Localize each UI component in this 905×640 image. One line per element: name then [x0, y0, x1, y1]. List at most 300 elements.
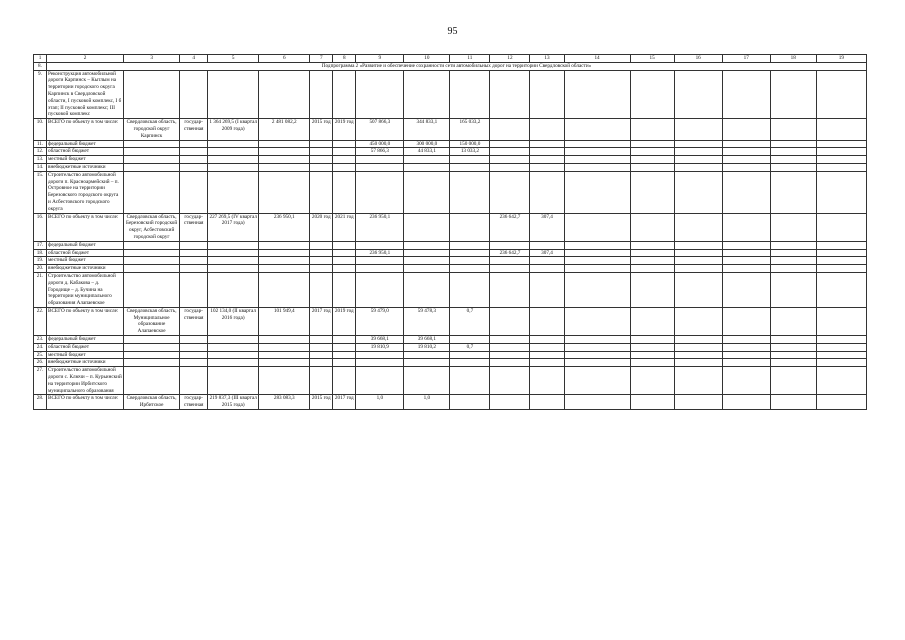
- table-row-source: [34, 359, 867, 367]
- column-number: 19: [816, 55, 866, 63]
- empty-cell: [674, 70, 722, 119]
- empty-cell: [816, 343, 866, 351]
- empty-cell: [630, 213, 674, 241]
- empty-cell: [674, 257, 722, 265]
- empty-cell: [310, 265, 333, 273]
- empty-cell: [180, 336, 208, 344]
- empty-cell: [180, 241, 208, 249]
- amount-year-3: [490, 307, 530, 335]
- empty-cell: [564, 265, 630, 273]
- amount-year-2: [450, 156, 490, 164]
- empty-cell: [816, 367, 866, 395]
- row-number: 28.: [34, 395, 47, 410]
- empty-cell: [630, 336, 674, 344]
- page-bottom-edge: [0, 614, 905, 640]
- empty-cell: [770, 140, 816, 148]
- empty-cell: [356, 70, 404, 119]
- table-row-title: [34, 70, 867, 119]
- empty-cell: [180, 367, 208, 395]
- empty-cell: [722, 156, 770, 164]
- row-number: 20.: [34, 265, 47, 273]
- empty-cell: [674, 351, 722, 359]
- empty-cell: [530, 367, 564, 395]
- empty-cell: [674, 156, 722, 164]
- empty-cell: [564, 307, 630, 335]
- empty-cell: [564, 70, 630, 119]
- empty-cell: [674, 171, 722, 213]
- table-row-total: [34, 213, 867, 241]
- object-location: Свердловская область, городской округ Карпинск: [124, 119, 180, 140]
- table-row-total: [34, 119, 867, 140]
- empty-cell: [333, 148, 356, 156]
- empty-cell: [770, 265, 816, 273]
- empty-cell: [816, 241, 866, 249]
- column-number: 5: [208, 55, 259, 63]
- empty-cell: [816, 265, 866, 273]
- empty-cell: [816, 272, 866, 307]
- table-row-title: [34, 367, 867, 395]
- empty-cell: [208, 156, 259, 164]
- amount-year-1: 300 000,0: [404, 140, 450, 148]
- empty-cell: [816, 359, 866, 367]
- amount-year-2: 0,7: [450, 307, 490, 335]
- estimate-cost: 1 364 269,5 (I квартал 2009 года): [208, 119, 259, 140]
- empty-cell: [180, 272, 208, 307]
- amount-total: 1,0: [356, 395, 404, 410]
- remaining-cost: 283 083,3: [259, 395, 310, 410]
- table-row-source: [34, 156, 867, 164]
- table-row-source: [34, 351, 867, 359]
- amount-year-2: [450, 163, 490, 171]
- amount-year-2: [450, 395, 490, 410]
- amount-total: 39 668,1: [356, 336, 404, 344]
- amount-total: 236 950,1: [356, 213, 404, 241]
- empty-cell: [630, 249, 674, 257]
- empty-cell: [722, 351, 770, 359]
- empty-cell: [310, 241, 333, 249]
- empty-cell: [310, 70, 333, 119]
- empty-cell: [259, 367, 310, 395]
- amount-year-4: [530, 257, 564, 265]
- estimate-cost: 227 269,5 (IV квартал 2017 года): [208, 213, 259, 241]
- end-year: 2017 год: [333, 395, 356, 410]
- column-number: 16: [674, 55, 722, 63]
- table-row-source: [34, 140, 867, 148]
- empty-cell: [180, 249, 208, 257]
- empty-cell: [310, 249, 333, 257]
- funding-source: местный бюджет: [47, 156, 124, 164]
- empty-cell: [333, 163, 356, 171]
- amount-year-2: [450, 265, 490, 273]
- row-number: 26.: [34, 359, 47, 367]
- empty-cell: [490, 367, 530, 395]
- amount-year-1: [404, 249, 450, 257]
- empty-cell: [770, 241, 816, 249]
- empty-cell: [124, 257, 180, 265]
- column-number: 1: [34, 55, 47, 63]
- empty-cell: [180, 163, 208, 171]
- empty-cell: [404, 367, 450, 395]
- amount-year-1: 44 833,1: [404, 148, 450, 156]
- row-number: 22.: [34, 307, 47, 335]
- table-row-source: [34, 241, 867, 249]
- empty-cell: [208, 351, 259, 359]
- empty-cell: [180, 140, 208, 148]
- funding-source: внебюджетные источники: [47, 359, 124, 367]
- column-number: 14: [564, 55, 630, 63]
- amount-year-2: [450, 241, 490, 249]
- amount-year-4: [530, 265, 564, 273]
- table-row-source: [34, 265, 867, 273]
- empty-cell: [770, 395, 816, 410]
- remaining-cost: 236 950,1: [259, 213, 310, 241]
- empty-cell: [180, 351, 208, 359]
- empty-cell: [259, 171, 310, 213]
- ownership-form: государ-ственная: [180, 307, 208, 335]
- empty-cell: [630, 148, 674, 156]
- amount-year-3: 236 642,7: [490, 213, 530, 241]
- subprogram-row: [34, 62, 867, 70]
- funding-source: областной бюджет: [47, 148, 124, 156]
- empty-cell: [816, 148, 866, 156]
- end-year: 2019 год: [333, 119, 356, 140]
- empty-cell: [816, 249, 866, 257]
- empty-cell: [259, 257, 310, 265]
- empty-cell: [722, 213, 770, 241]
- empty-cell: [208, 70, 259, 119]
- empty-cell: [722, 265, 770, 273]
- empty-cell: [124, 336, 180, 344]
- total-label: ВСЕГО по объекту в том числе:: [47, 213, 124, 241]
- empty-cell: [816, 257, 866, 265]
- amount-total: [356, 241, 404, 249]
- row-number: 24.: [34, 343, 47, 351]
- empty-cell: [333, 140, 356, 148]
- empty-cell: [674, 213, 722, 241]
- empty-cell: [490, 70, 530, 119]
- empty-cell: [564, 395, 630, 410]
- row-number: 15.: [34, 171, 47, 213]
- empty-cell: [722, 249, 770, 257]
- table-row-source: [34, 257, 867, 265]
- empty-cell: [816, 171, 866, 213]
- empty-cell: [404, 272, 450, 307]
- amount-year-2: [450, 359, 490, 367]
- amount-year-4: [530, 359, 564, 367]
- amount-total: [356, 156, 404, 164]
- empty-cell: [180, 171, 208, 213]
- row-number: 27.: [34, 367, 47, 395]
- empty-cell: [722, 171, 770, 213]
- empty-cell: [208, 359, 259, 367]
- amount-year-3: [490, 257, 530, 265]
- empty-cell: [124, 156, 180, 164]
- column-number: 4: [180, 55, 208, 63]
- remaining-cost: 101 949,4: [259, 307, 310, 335]
- amount-year-1: [404, 213, 450, 241]
- empty-cell: [124, 249, 180, 257]
- empty-cell: [630, 351, 674, 359]
- empty-cell: [770, 249, 816, 257]
- empty-cell: [564, 336, 630, 344]
- column-number: 15: [630, 55, 674, 63]
- object-name: Строительство автомобильной дороги п. Красноармейский – п. Островное на территории Березовского городского округа и Асбестовского городского округа: [47, 171, 124, 213]
- amount-year-3: [490, 359, 530, 367]
- empty-cell: [564, 163, 630, 171]
- empty-cell: [259, 140, 310, 148]
- empty-cell: [124, 148, 180, 156]
- empty-cell: [564, 367, 630, 395]
- row-number: 13.: [34, 156, 47, 164]
- amount-year-2: [450, 249, 490, 257]
- ownership-form: государ-ственная: [180, 213, 208, 241]
- empty-cell: [564, 156, 630, 164]
- amount-total: [356, 257, 404, 265]
- empty-cell: [356, 367, 404, 395]
- estimate-cost: 219 837,3 (III квартал 2015 года): [209, 395, 257, 409]
- amount-year-4: [530, 336, 564, 344]
- empty-cell: [310, 148, 333, 156]
- amount-year-1: 39 668,1: [404, 336, 450, 344]
- empty-cell: [124, 163, 180, 171]
- amount-year-2: 150 000,0: [450, 140, 490, 148]
- empty-cell: [816, 119, 866, 140]
- amount-year-3: [490, 265, 530, 273]
- empty-cell: [816, 307, 866, 335]
- empty-cell: [674, 307, 722, 335]
- amount-year-3: [490, 343, 530, 351]
- empty-cell: [208, 343, 259, 351]
- empty-cell: [770, 163, 816, 171]
- empty-cell: [770, 307, 816, 335]
- amount-year-1: [404, 156, 450, 164]
- amount-year-3: [490, 140, 530, 148]
- end-year: 2021 год: [333, 213, 356, 241]
- start-year: 2017 год: [310, 307, 333, 335]
- column-number: 17: [722, 55, 770, 63]
- column-number: 10: [404, 55, 450, 63]
- row-number: 17.: [34, 241, 47, 249]
- empty-cell: [530, 272, 564, 307]
- empty-cell: [722, 367, 770, 395]
- empty-cell: [310, 351, 333, 359]
- empty-cell: [124, 343, 180, 351]
- amount-year-1: [404, 257, 450, 265]
- empty-cell: [564, 359, 630, 367]
- amount-year-2: [450, 257, 490, 265]
- column-number-row: [34, 55, 867, 63]
- empty-cell: [404, 171, 450, 213]
- row-number: 18.: [34, 249, 47, 257]
- empty-cell: [259, 156, 310, 164]
- empty-cell: [333, 171, 356, 213]
- table-row-title: [34, 272, 867, 307]
- empty-cell: [722, 307, 770, 335]
- amount-year-3: [490, 351, 530, 359]
- empty-cell: [674, 359, 722, 367]
- empty-cell: [564, 343, 630, 351]
- amount-year-4: 307,4: [530, 213, 564, 241]
- amount-year-1: [404, 359, 450, 367]
- empty-cell: [333, 336, 356, 344]
- empty-cell: [674, 249, 722, 257]
- empty-cell: [564, 119, 630, 140]
- empty-cell: [674, 272, 722, 307]
- funding-source: местный бюджет: [47, 351, 124, 359]
- amount-year-2: [450, 351, 490, 359]
- empty-cell: [816, 156, 866, 164]
- amount-year-3: [490, 119, 530, 140]
- empty-cell: [630, 163, 674, 171]
- empty-cell: [208, 148, 259, 156]
- amount-year-2: [450, 336, 490, 344]
- empty-cell: [770, 359, 816, 367]
- row-number: 14.: [34, 163, 47, 171]
- empty-cell: [259, 249, 310, 257]
- funding-source: областной бюджет: [47, 343, 124, 351]
- subprogram-title: Подпрограмма 2 «Развитие и обеспечение сохранности сети автомобильных дорог на территории Свердловской области»: [47, 62, 867, 70]
- empty-cell: [630, 70, 674, 119]
- empty-cell: [310, 336, 333, 344]
- funding-source: местный бюджет: [47, 257, 124, 265]
- table-row-source: [34, 148, 867, 156]
- object-name: Строительство автомобильной дороги с. Ключи – п. Курьинский на территории Ирбитского муниципального образования: [48, 367, 122, 394]
- empty-cell: [180, 359, 208, 367]
- empty-cell: [630, 119, 674, 140]
- empty-cell: [770, 119, 816, 140]
- column-number: 2: [47, 55, 124, 63]
- empty-cell: [816, 395, 866, 410]
- empty-cell: [722, 148, 770, 156]
- ownership-form: государ-ственная: [180, 119, 208, 140]
- column-number: 6: [259, 55, 310, 63]
- empty-cell: [259, 272, 310, 307]
- empty-cell: [333, 272, 356, 307]
- total-label: ВСЕГО по объекту в том числе:: [47, 395, 124, 410]
- amount-year-2: 13 033,2: [450, 148, 490, 156]
- empty-cell: [450, 272, 490, 307]
- empty-cell: [816, 70, 866, 119]
- table-row-source: [34, 163, 867, 171]
- empty-cell: [722, 140, 770, 148]
- amount-year-4: [530, 148, 564, 156]
- column-number: 18: [770, 55, 816, 63]
- empty-cell: [630, 359, 674, 367]
- table-body: [34, 55, 867, 410]
- empty-cell: [208, 265, 259, 273]
- empty-cell: [630, 171, 674, 213]
- empty-cell: [722, 395, 770, 410]
- empty-cell: [310, 156, 333, 164]
- empty-cell: [630, 395, 674, 410]
- empty-cell: [124, 140, 180, 148]
- row-number: 16.: [34, 213, 47, 241]
- empty-cell: [630, 156, 674, 164]
- empty-cell: [310, 140, 333, 148]
- amount-year-1: 1,0: [404, 395, 450, 410]
- empty-cell: [674, 163, 722, 171]
- amount-total: [356, 359, 404, 367]
- empty-cell: [564, 213, 630, 241]
- empty-cell: [816, 140, 866, 148]
- amount-year-1: 344 833,1: [404, 119, 450, 140]
- empty-cell: [180, 148, 208, 156]
- empty-cell: [259, 70, 310, 119]
- empty-cell: [333, 70, 356, 119]
- column-number: 11: [450, 55, 490, 63]
- amount-total: [356, 351, 404, 359]
- column-number: 13: [530, 55, 564, 63]
- empty-cell: [816, 213, 866, 241]
- funding-source: областной бюджет: [47, 249, 124, 257]
- amount-total: 59 479,0: [356, 307, 404, 335]
- empty-cell: [450, 367, 490, 395]
- empty-cell: [333, 156, 356, 164]
- empty-cell: [333, 351, 356, 359]
- empty-cell: [564, 171, 630, 213]
- total-label: ВСЕГО по объекту в том числе:: [47, 307, 124, 335]
- table-row-source: [34, 336, 867, 344]
- empty-cell: [564, 249, 630, 257]
- empty-cell: [310, 257, 333, 265]
- funding-source: федеральный бюджет: [47, 241, 124, 249]
- amount-year-1: [404, 351, 450, 359]
- empty-cell: [674, 148, 722, 156]
- empty-cell: [530, 70, 564, 119]
- column-number: 3: [124, 55, 180, 63]
- empty-cell: [124, 359, 180, 367]
- total-label: ВСЕГО по объекту в том числе:: [47, 119, 124, 140]
- start-year: 2015 год: [310, 119, 333, 140]
- funding-source: внебюджетные источники: [47, 265, 124, 273]
- empty-cell: [124, 70, 180, 119]
- empty-cell: [450, 70, 490, 119]
- object-name: Реконструкция автомобильной дороги Карпинск – Кытлым на территории городского округа Карпинск в Свердловской области, I пусковой комплекс, I б этап; II пусковой комплекс; III пусковой комплекс: [47, 70, 124, 119]
- row-number: 8.: [34, 62, 47, 70]
- empty-cell: [490, 272, 530, 307]
- amount-year-4: [530, 351, 564, 359]
- amount-year-4: [530, 163, 564, 171]
- empty-cell: [356, 272, 404, 307]
- empty-cell: [630, 272, 674, 307]
- empty-cell: [770, 213, 816, 241]
- investment-table: [33, 54, 867, 410]
- amount-total: 236 950,1: [356, 249, 404, 257]
- funding-source: федеральный бюджет: [47, 336, 124, 344]
- amount-total: [356, 265, 404, 273]
- empty-cell: [630, 241, 674, 249]
- empty-cell: [124, 241, 180, 249]
- amount-year-2: [450, 213, 490, 241]
- empty-cell: [208, 249, 259, 257]
- page-number: 95: [447, 26, 458, 37]
- amount-year-1: [404, 241, 450, 249]
- empty-cell: [180, 156, 208, 164]
- empty-cell: [722, 272, 770, 307]
- empty-cell: [722, 70, 770, 119]
- empty-cell: [259, 359, 310, 367]
- empty-cell: [333, 359, 356, 367]
- amount-total: 57 866,3: [356, 148, 404, 156]
- empty-cell: [816, 351, 866, 359]
- table-row-total: [34, 307, 867, 335]
- empty-cell: [530, 171, 564, 213]
- empty-cell: [674, 395, 722, 410]
- table-row-title: [34, 171, 867, 213]
- remaining-cost: 2 481 082,2: [259, 119, 310, 140]
- empty-cell: [259, 163, 310, 171]
- amount-year-3: [490, 241, 530, 249]
